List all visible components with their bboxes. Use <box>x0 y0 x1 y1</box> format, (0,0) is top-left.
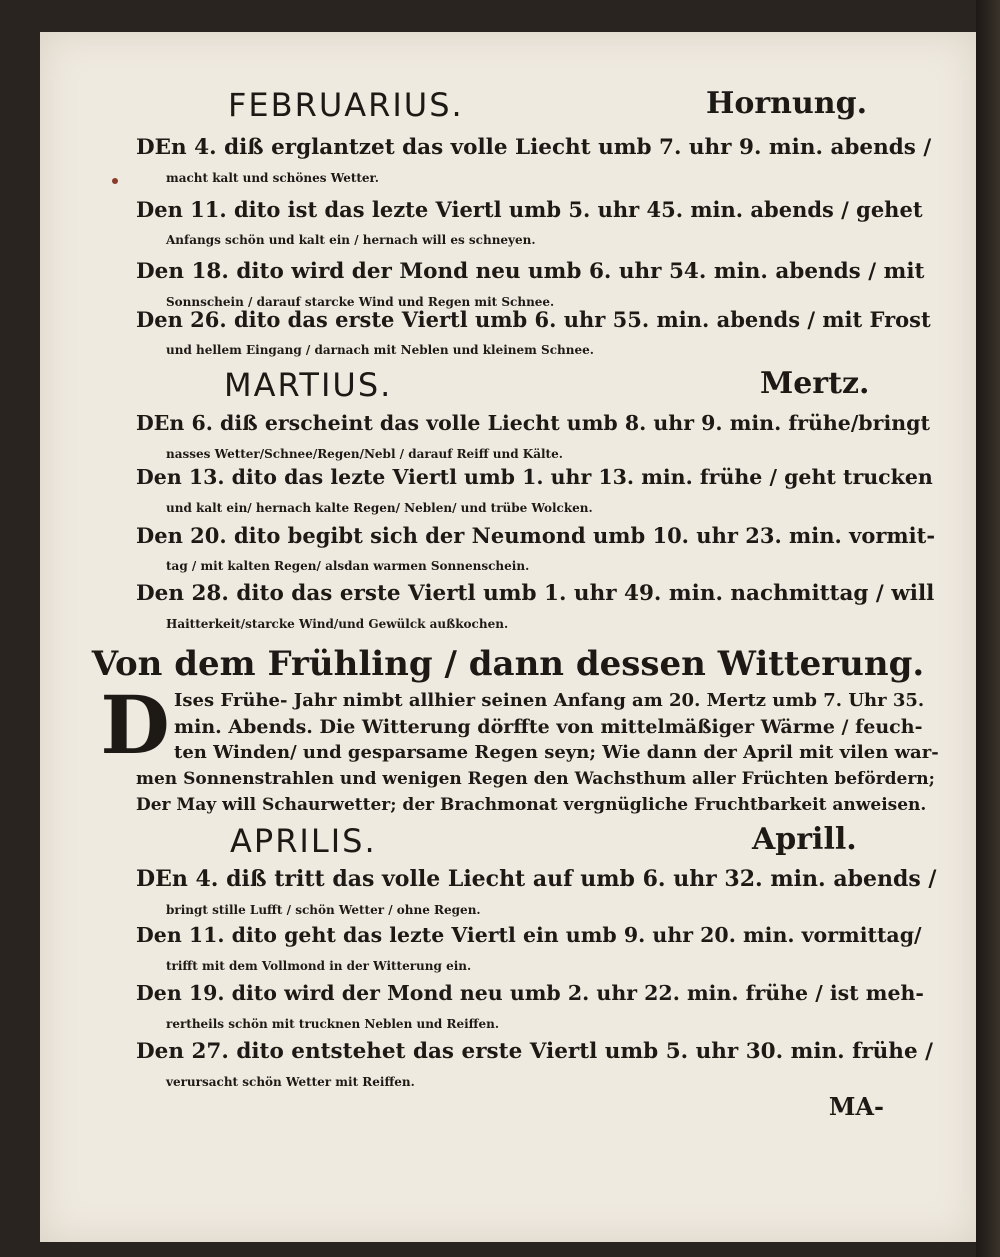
april-entry-4 <box>136 1036 940 1098</box>
catchword: MA- <box>828 1092 884 1121</box>
entry-line: Den 26. dito das erste Viertl umb 6. uhr 55. min. abends / mit Frost <box>136 307 931 332</box>
month-heading-march <box>40 366 976 412</box>
paragraph-line: men Sonnenstrahlen und wenigen Regen den Wachsthum aller Früchten befördern; <box>136 769 935 789</box>
paragraph-line: Ises Frühe- Jahr nimbt allhier seinen Anfang am 20. Mertz umb 7. Uhr 35. <box>174 690 925 711</box>
entry-line: und hellem Eingang / darnach mit Neblen und kleinem Schnee. <box>166 343 594 357</box>
month-german-name: Hornung. <box>706 86 868 121</box>
entry-line: DEn 6. diß erscheint das volle Liecht umb 8. uhr 9. min. frühe/bringt <box>136 411 930 435</box>
paragraph-line: ten Winden/ und gesparsame Regen seyn; Wie dann der April mit vilen war- <box>174 742 939 763</box>
month-heading-february <box>40 86 976 132</box>
spring-section-title: Von dem Frühling / dann dessen Witterung. <box>91 644 925 684</box>
entry-line: Den 11. dito ist das lezte Viertl umb 5. uhr 45. min. abends / gehet <box>136 197 923 222</box>
entry-line: Den 20. dito begibt sich der Neumond umb 10. uhr 23. min. vormit- <box>136 523 936 548</box>
month-heading-april <box>40 822 976 868</box>
entry-line: und kalt ein/ hernach kalte Regen/ Neblen/ und trübe Wolcken. <box>166 501 593 515</box>
month-german-name: Mertz. <box>760 366 870 401</box>
entry-line: Den 19. dito wird der Mond neu umb 2. uhr 22. min. frühe / ist meh- <box>136 981 924 1005</box>
almanac-page <box>40 32 976 1242</box>
entry-line: Den 28. dito das erste Viertl umb 1. uhr 49. min. nachmittag / will <box>136 581 935 606</box>
paragraph-line: Der May will Schaurwetter; der Brachmonat vergnügliche Fruchtbarkeit anweisen. <box>136 795 927 815</box>
entry-line: Anfangs schön und kalt ein / hernach will es schneyen. <box>166 233 536 247</box>
april-entry-3 <box>136 978 940 1040</box>
entry-line: bringt stille Lufft / schön Wetter / ohne Regen. <box>166 903 481 917</box>
entry-line: Den 13. dito das lezte Viertl umb 1. uhr 13. min. frühe / geht trucken <box>136 465 933 489</box>
paragraph-line: min. Abends. Die Witterung dörffte von mittelmäßiger Wärme / feuch- <box>174 716 923 738</box>
april-entry-1 <box>136 864 940 926</box>
entry-line: Den 27. dito entstehet das erste Viertl umb 5. uhr 30. min. frühe / <box>136 1039 933 1064</box>
entry-line: rertheils schön mit trucknen Neblen und Reiffen. <box>166 1017 500 1031</box>
april-entry-2 <box>136 920 940 982</box>
february-entry-2 <box>136 194 940 256</box>
month-latin-name: FEBRUARIUS. <box>228 86 464 124</box>
march-entry-4 <box>136 578 940 640</box>
entry-line: tag / mit kalten Regen/ alsdan warmen Sonnenschein. <box>166 559 530 573</box>
month-german-name: Aprill. <box>752 822 857 857</box>
month-latin-name: APRILIS. <box>230 822 377 860</box>
month-latin-name: MARTIUS. <box>224 366 393 404</box>
march-entry-2 <box>136 462 940 524</box>
entry-line: macht kalt und schönes Wetter. <box>166 171 379 185</box>
spring-paragraph-bottom <box>136 766 940 818</box>
spring-paragraph-top <box>174 688 940 766</box>
entry-line: Den 11. dito geht das lezte Viertl ein umb 9. uhr 20. min. vormittag/ <box>136 923 922 947</box>
february-entry-1 <box>136 132 940 194</box>
entry-line: Haitterkeit/starcke Wind/und Gewülck außkochen. <box>166 617 509 631</box>
entry-line: verursacht schön Wetter mit Reiffen. <box>166 1075 415 1089</box>
margin-mark <box>112 178 118 184</box>
entry-line: DEn 4. diß erglantzet das volle Liecht umb 7. uhr 9. min. abends / <box>136 135 932 160</box>
entry-line: trifft mit dem Vollmond in der Witterung ein. <box>166 959 472 973</box>
decorated-initial: D <box>100 678 170 772</box>
entry-line: Den 18. dito wird der Mond neu umb 6. uhr 54. min. abends / mit <box>136 259 925 284</box>
entry-line: Sonnschein / darauf starcke Wind und Regen mit Schnee. <box>166 295 555 309</box>
book-spine <box>976 0 1000 1257</box>
march-entry-1 <box>136 408 940 470</box>
entry-line: DEn 4. diß tritt das volle Liecht auf umb 6. uhr 32. min. abends / <box>136 866 937 892</box>
march-entry-3 <box>136 520 940 582</box>
entry-line: nasses Wetter/Schnee/Regen/Nebl / darauf Reiff und Kälte. <box>166 447 563 461</box>
february-entry-4 <box>136 304 940 366</box>
